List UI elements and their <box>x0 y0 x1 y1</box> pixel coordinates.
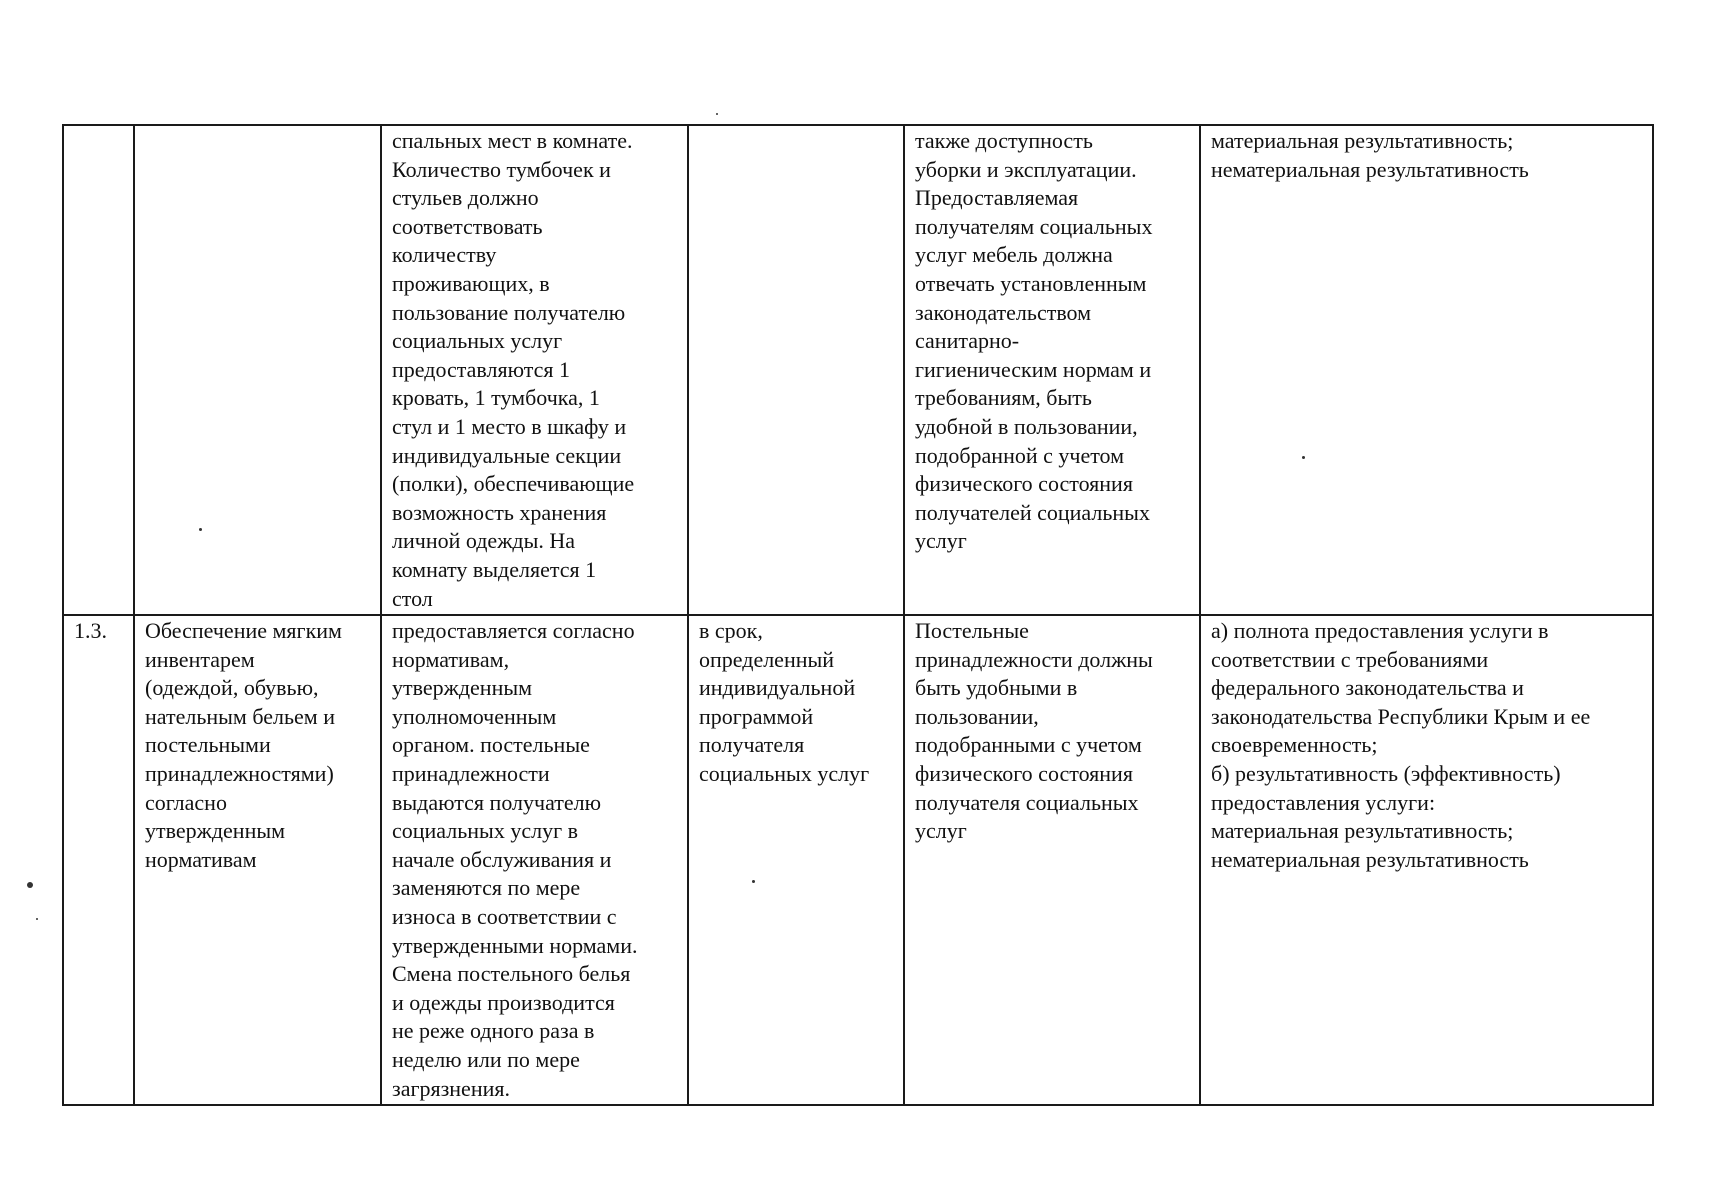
service-conditions: также доступность уборки и эксплуатации. Предоставляемая получателям социальных услуг мебель должна отвечать установленным законодательством санитарно- гигиеническим нормам и требованиям, быть удобной в пользовании, подобранной с учетом физического состояния получателей социальных услуг <box>915 128 1153 554</box>
service-term: в срок, определенный индивидуальной программой получателя социальных услуг <box>699 618 870 786</box>
service-term-cell <box>688 125 904 615</box>
row-number-cell <box>63 125 134 615</box>
service-name-cell <box>134 615 381 1105</box>
scan-speck <box>199 528 202 531</box>
row-number-cell <box>63 615 134 1105</box>
service-indicators: материальная результативность; нематериальная результативность <box>1211 128 1529 182</box>
service-indicators-cell <box>1200 125 1653 615</box>
scan-speck <box>27 882 33 888</box>
service-description-cell <box>381 125 688 615</box>
row-number: 1.3. <box>74 618 107 643</box>
service-indicators: а) полнота предоставления услуги в соответствии с требованиями федерального законодательства и законодательства Республики Крым и ее своевременность; б) результативность (эффективность) предоставления услуги: материальная результативность; нематериальная результативность <box>1211 618 1591 872</box>
table-row <box>63 125 1653 615</box>
scan-speck <box>716 113 718 115</box>
service-conditions-cell <box>904 125 1200 615</box>
scan-speck <box>1302 456 1305 459</box>
services-table <box>62 124 1654 1106</box>
service-name: Обеспечение мягким инвентарем (одеждой, обувью, нательным бельем и постельными принадлежностями) согласно утвержденным нормативам <box>145 618 342 872</box>
service-indicators-cell <box>1200 615 1653 1105</box>
scan-speck <box>36 918 38 920</box>
service-term-cell <box>688 615 904 1105</box>
service-conditions: Постельные принадлежности должны быть удобными в пользовании, подобранными с учетом физического состояния получателя социальных услуг <box>915 618 1153 844</box>
service-description-cell <box>381 615 688 1105</box>
service-description: спальных мест в комнате. Количество тумбочек и стульев должно соответствовать количеству проживающих, в пользование получателю социальных услуг предоставляются 1 кровать, 1 тумбочка, 1 стул и 1 место в шкафу и индивидуальные секции (полки), обеспечивающие возможность хранения личной одежды. На комнату выделяется 1 стол <box>392 128 635 611</box>
scan-speck <box>752 880 755 883</box>
service-conditions-cell <box>904 615 1200 1105</box>
table-row <box>63 615 1653 1105</box>
service-description: предоставляется согласно нормативам, утвержденным уполномоченным органом. постельные принадлежности выдаются получателю социальных услуг в начале обслуживания и заменяются по мере износа в соответствии с утвержденными нормами. Смена постельного белья и одежды производится не реже одного раза в неделю или по мере загрязнения. <box>392 618 638 1101</box>
service-name-cell <box>134 125 381 615</box>
